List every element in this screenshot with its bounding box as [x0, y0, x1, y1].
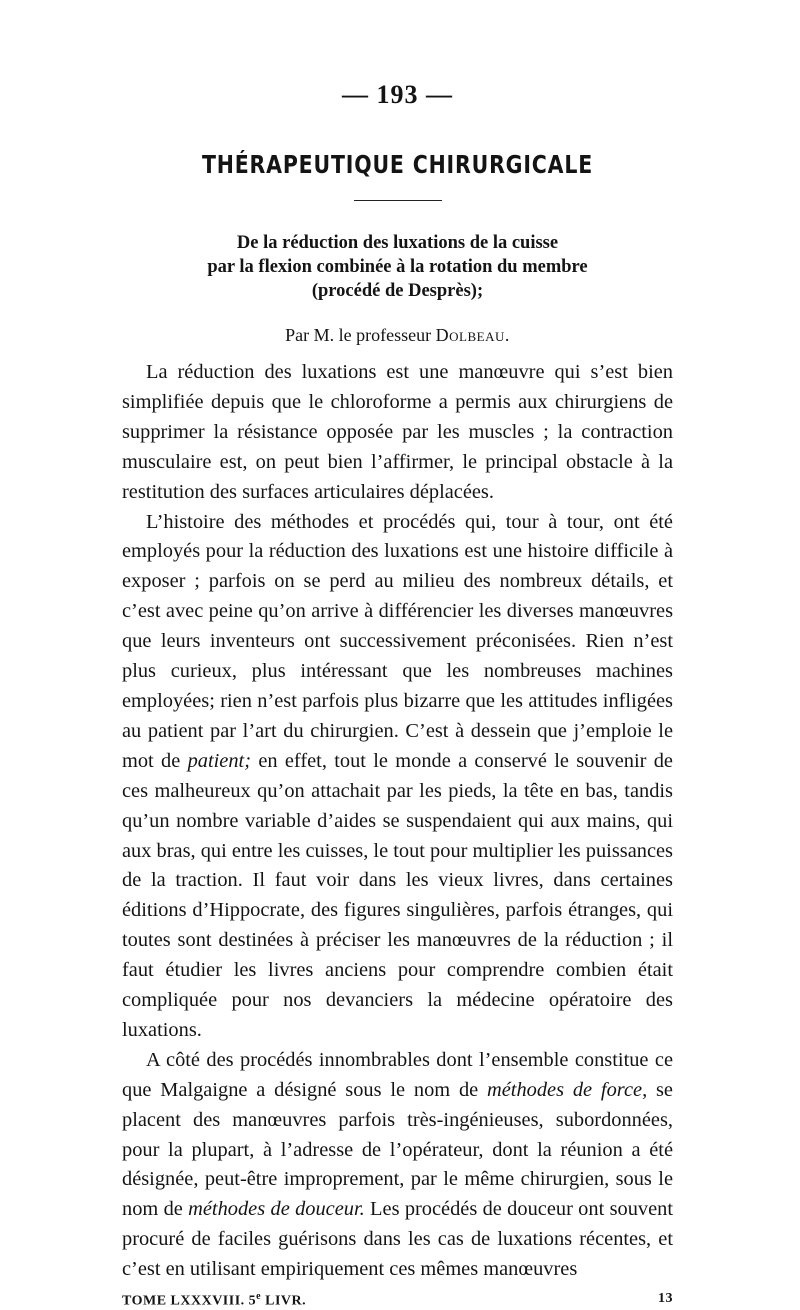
- article-title-line: (procédé de Desprès);: [311, 281, 484, 301]
- paragraph-text: Les procédés de douceur ont souvent procuré de faciles guérisons dans les cas de luxations récentes, et c’est en utilisant empiriquement ces mêmes manœuvres: [122, 1198, 673, 1281]
- paragraph-text: La réduction des luxations est une manœuvre qui s’est bien simplifiée depuis que le chloroforme a permis aux chirurgiens de supprimer la résistance opposée par les muscles ; la contraction musculaire est, on peut bien l’affirmer, le principal obstacle à la restitution des surfaces articulaires déplacées.: [122, 361, 673, 503]
- author-byline: [122, 325, 673, 346]
- article-title-line: De la réduction des luxations de la cuisse: [236, 233, 559, 253]
- tome-label: TOME LXXXVIII.: [122, 1293, 245, 1309]
- volume-signature: [122, 1291, 306, 1310]
- paragraph-text: se placent des manœuvres parfois très-ingénieuses, subordonnées, pour la plupart, à l’adresse de l’opérateur, dont la réunion a été désignée, peut-être improprement, par le même chirurgien, sous le nom de: [122, 1078, 673, 1221]
- page-number: — 193 —: [342, 80, 453, 109]
- paragraph: [122, 1046, 673, 1285]
- paragraph-text: L’histoire des méthodes et procédés qui, tour à tour, ont été employés pour la réduction des luxations est une histoire difficile à exposer ; parfois on se perd au milieu des nombreux détails, et c’est avec peine qu’on arrive à différencier les diverses manœuvres que leurs inventeurs ont successivement préconisées. Rien n’est plus curieux, plus intéressant que les nombreuses machines employées; rien n’est parfois plus bizarre que les attitudes infligées au patient par l’art du chirurgien. C’est à dessein que j’emploie le mot de: [122, 510, 673, 772]
- section-title: THÉRAPEUTIQUE CHIRURGICALE: [201, 150, 594, 179]
- paragraph-text: en effet, tout le monde a conservé le souvenir de ces malheureux qu’on attachait par les pieds, la tête en bas, tandis qu’un nombre variable d’aides se suspendaient qui aux mains, qui aux bras, qui entre les cuisses, le tout pour multiplier les puissances de la traction. Il faut voir dans les vieux livres, dans certaines éditions d’Hippocrate, des figures singulières, parfois étranges, qui toutes sont destinées à préciser les manœuvres de la réduction ; il faut étudier les livres anciens pour comprendre combien était compliquée pour nos devanciers la médecine opératoire des luxations.: [122, 749, 673, 1041]
- page-footer: [122, 1291, 673, 1310]
- paragraph-text: A côté des procédés innombrables dont l’ensemble constitue ce que Malgaigne a désigné sous le nom de: [122, 1048, 673, 1101]
- author-name: Dolbeau.: [435, 325, 510, 345]
- emphasis-text: méthodes de force,: [487, 1078, 648, 1101]
- printer-signature: 13: [658, 1291, 673, 1307]
- emphasis-text: méthodes de douceur.: [188, 1198, 365, 1221]
- livraison-suffix: e: [256, 1291, 262, 1303]
- title-divider: [354, 200, 442, 201]
- paragraph: [122, 508, 673, 1046]
- livraison-number: 5: [248, 1293, 257, 1309]
- article-body: [122, 358, 673, 1285]
- book-page: [122, 80, 673, 1310]
- author-prefix: Par M. le professeur: [285, 325, 432, 345]
- paragraph: [122, 358, 673, 508]
- livraison-label: LIVR.: [265, 1293, 307, 1309]
- article-title: [122, 231, 673, 303]
- article-title-line: par la flexion combinée à la rotation du membre: [207, 257, 588, 277]
- emphasis-text: patient;: [187, 749, 252, 772]
